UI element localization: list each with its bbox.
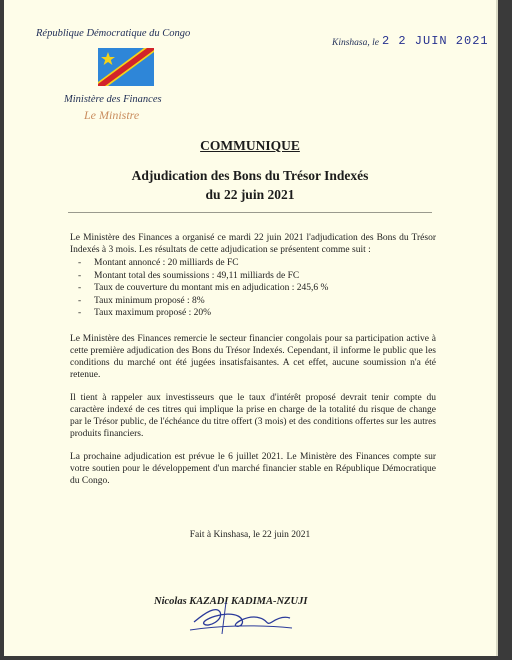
drc-flag-icon bbox=[98, 48, 154, 86]
paragraph-next-auction: La prochaine adjudication est prévue le 6 juillet 2021. Le Ministère des Finances compte sur votre soutien pour le développement d'un marché financier stable en République Démocratique du Congo. bbox=[70, 451, 436, 486]
paragraph-reminder: Il tient à rappeler aux investisseurs que le taux d'intérêt proposé devrait tenir compte du caractère indexé de ces titres qui implique la prise en charge de la totalité du risque de change par le Trésor public, de l'échéance du titre offert (3 mois) et des conditions offertes sur les autres produits financiers. bbox=[70, 392, 436, 439]
paragraph-thanks: Le Ministère des Finances remercie le secteur financier congolais pour sa participation active à cette première adjudication des Bons du Trésor Indexés. Cependant, il informe le public que les conditions du marché ont été jugées insatisfaisantes. A cet effet, aucune soumission n'a été retenue. bbox=[70, 333, 436, 380]
results-item: - Taux minimum proposé : 8% bbox=[70, 295, 436, 308]
document-body bbox=[70, 232, 436, 498]
signoff-line: Fait à Kinshasa, le 22 juin 2021 bbox=[189, 530, 311, 540]
subtitle-line-2: du 22 juin 2021 bbox=[205, 187, 295, 202]
handwritten-signature-icon bbox=[186, 598, 296, 638]
signer-name: Nicolas KAZADI KADIMA-NZUJI bbox=[154, 596, 308, 607]
document-title: COMMUNIQUE bbox=[200, 138, 300, 153]
republic-heading: République Démocratique du Congo bbox=[36, 28, 191, 39]
minister-office: Le Ministre bbox=[84, 108, 140, 122]
results-list bbox=[70, 257, 436, 320]
ministry-name: Ministère des Finances bbox=[64, 94, 162, 105]
document-subtitle bbox=[4, 166, 496, 204]
paragraph-intro: Le Ministère des Finances a organisé ce mardi 22 juin 2021 l'adjudication des Bons du Trésor Indexés à 3 mois. Les résultats de cette adjudication se présentent comme suit : bbox=[70, 233, 436, 255]
results-item: - Montant annoncé : 20 milliards de FC bbox=[70, 257, 436, 270]
results-item: - Taux maximum proposé : 20% bbox=[70, 307, 436, 320]
date-stamp: 2 2 JUIN 2021 bbox=[382, 34, 489, 48]
separator-rule bbox=[68, 212, 432, 213]
document-page bbox=[4, 0, 498, 656]
subtitle-line-1: Adjudication des Bons du Trésor Indexés bbox=[131, 168, 369, 183]
results-item: - Montant total des soumissions : 49,11 milliards de FC bbox=[70, 270, 436, 283]
place-label: Kinshasa, le bbox=[332, 38, 379, 48]
results-item: - Taux de couverture du montant mis en adjudication : 245,6 % bbox=[70, 282, 436, 295]
